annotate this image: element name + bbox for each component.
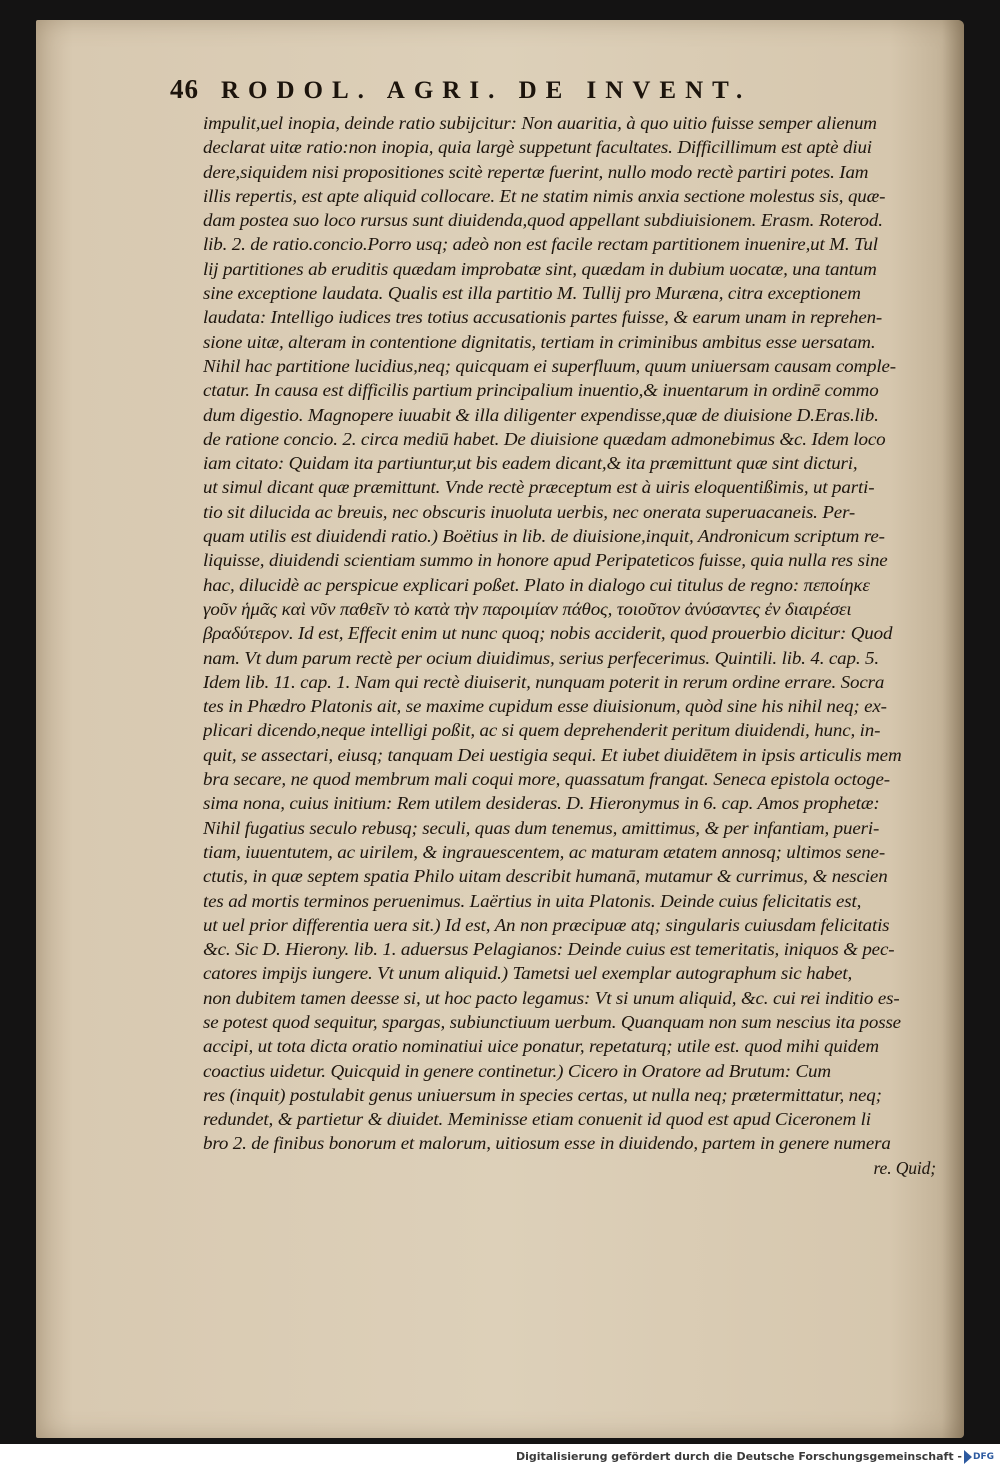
text-line: sine exceptione laudata. Qualis est illa partitio M. Tullij pro Muræna, citra exceptionem	[203, 283, 861, 304]
running-head: RODOL. AGRI. DE INVENT.	[221, 77, 752, 104]
text-line: tes in Phædro Platonis ait, se maxime cupidum esse diuisionum, quòd sine his nihil neq; ex-	[203, 696, 887, 717]
text-line: iam citato: Quidam ita partiuntur,ut bis eadem dicant,& ita præmittunt quæ sint dicturi,	[203, 453, 858, 474]
page-number: 46	[170, 74, 199, 104]
text-line: ctatur. In causa est difficilis partium principalium inuentio,& inuentarum in ordinē commo	[203, 380, 879, 401]
text-line: Idem lib. 11. cap. 1. Nam qui rectè diuiserit, nunquam poterit in rerum ordine errare. Socra	[203, 671, 885, 692]
text-line: coactius uidetur. Quicquid in genere continetur.) Cicero in Oratore ad Brutum: Cum	[203, 1060, 831, 1081]
text-line: sione uitæ, alteram in contentione dignitatis, tertiam in criminibus ambitus esse uersatam.	[203, 331, 876, 352]
text-line: ut simul dicant quæ præmittunt. Vnde rectè præceptum est à uiris eloquentißimis, ut parti-	[203, 477, 875, 498]
text-line: sima nona, cuius initium: Rem utilem desideras. D. Hieronymus in 6. cap. Amos prophetæ:	[203, 793, 880, 814]
text-line: tiam, iuuentutem, ac uirilem, & ingrauescentem, ac maturam ætatem annosq; ultimos sene-	[203, 841, 886, 862]
text-line: bro 2. de finibus bonorum et malorum, uitiosum esse in diuidendo, partem in genere numera	[203, 1133, 891, 1154]
text-line: quit, se assectari, eiusq; tanquam Dei uestigia sequi. Et iubet diuidētem in ipsis articulis mem	[203, 744, 902, 765]
text-line: non dubitem tamen deesse si, ut hoc pacto legamus: Vt si unum aliquid, &c. cui rei inditio es-	[203, 987, 900, 1008]
text-line: βραδύτερον. Id est, Effecit enim ut nunc quoq; nobis acciderit, quod prouerbio dicitur: Quod	[203, 623, 893, 644]
dfg-logo-icon	[964, 1449, 994, 1465]
text-line: dere,siquidem nisi propositiones scitè repertæ fuerint, nullo modo rectè partiri potes. Iam	[203, 161, 869, 182]
text-line: dum digestio. Magnopere iuuabit & illa diligenter expendisse,quæ de diuisione D.Eras.lib.	[203, 404, 879, 425]
text-line: lib. 2. de ratio.concio.Porro usq; adeò non est facile rectam partitionem inuenire,ut M. Tul	[203, 234, 878, 255]
text-line: ut uel prior differentia uera sit.) Id est, An non præcipuæ atq; singularis cuiusdam felicitatis	[203, 914, 890, 935]
text-line: ctutis, in quæ septem spatia Philo uitam describit humanā, mutamur & currimus, & nescien	[203, 866, 888, 887]
text-line: redundet, & partietur & diuidet. Meminisse etiam conuenit id quod est apud Ciceronem li	[203, 1109, 871, 1130]
text-line: dam postea suo loco rursus sunt diuidenda,quod appellant subdiuisionem. Erasm. Roterod.	[203, 210, 883, 231]
text-line: accipi, ut tota dicta oratio nominatiui uice ponatur, repetaturq; utile est. quod mihi quidem	[203, 1036, 879, 1057]
text-line: lij partitiones ab eruditis quædam improbatæ sint, quædam in dubium uocatæ, una tantum	[203, 258, 877, 279]
text-line: quam utilis est diuidendi ratio.) Boëtius in lib. de diuisione,inquit, Andronicum scriptum re-	[203, 526, 885, 547]
text-line: plicari dicendo,neque intelligi poßit, ac si quem deprehenderit peritum diuidendi, hunc, in-	[203, 720, 881, 741]
page-header	[170, 74, 751, 108]
text-line: declarat uitæ ratio:non inopia, quia largè suppetunt facultates. Difficillimum est aptè diui	[203, 137, 872, 158]
body-text	[203, 111, 948, 1180]
text-line: de ratione concio. 2. circa mediū habet. De diuisione quædam admonebimus &c. Idem loco	[203, 428, 886, 449]
text-line: laudata: Intelligo iudices tres totius accusationis partes fuisse, & earum unam in reprehen-	[203, 307, 883, 328]
text-line: &c. Sic D. Hierony. lib. 1. aduersus Pelagianos: Deinde cuius est temeritatis, iniquos & pec-	[203, 939, 895, 960]
text-line: se potest quod sequitur, spargas, subiunctiuum uerbum. Quanquam non sum nescius ita posse	[203, 1011, 901, 1032]
text-line: Nihil fugatius seculo rebusq; seculi, quas dum tenemus, amittimus, & per infantiam, pueri-	[203, 817, 880, 838]
text-line: res (inquit) postulabit genus uniuersum in species certas, ut nulla neq; prætermittatur, neq;	[203, 1084, 882, 1105]
footer-bar	[0, 1444, 1000, 1472]
text-line: catores impijs iungere. Vt unum aliquid.) Tametsi uel exemplar autographum sic habet,	[203, 963, 853, 984]
text-line: Nihil hac partitione lucidius,neq; quicquam ei superfluum, quum uniuersam causam comple-	[203, 355, 896, 376]
text-line: liquisse, diuidendi scientiam summo in honore apud Peripateticos fuisse, quia nulla res sine	[203, 550, 888, 571]
text-line: bra secare, ne quod membrum mali coqui more, quassatum frangat. Seneca epistola octoge-	[203, 769, 890, 790]
text-line: impulit,uel inopia, deinde ratio subijcitur: Non auaritia, à quo uitio fuisse semper alienum	[203, 113, 877, 133]
dfg-mark-icon	[964, 1450, 972, 1464]
footer-credit: Digitalisierung gefördert durch die Deutsche Forschungsgemeinschaft -	[515, 1450, 962, 1463]
text-line: re. Quid;	[873, 1157, 936, 1178]
text-line: nam. Vt dum parum rectè per ocium diuidimus, serius perfecerimus. Quintili. lib. 4. cap. 5.	[203, 647, 879, 668]
text-line: γοῦν ἡμᾶς καὶ νῦν παθεῖν τὸ κατὰ τὴν παροιμίαν πάθος, τοιοῦτον ἀνύσαντες ἐν διαιρέσει	[203, 598, 852, 619]
text-line: hac, dilucidè ac perspicue explicari poßet. Plato in dialogo cui titulus de regno: πεποίηκε	[203, 574, 870, 595]
dfg-logo-word: DFG	[972, 1452, 994, 1462]
text-line: illis repertis, est apte aliquid collocare. Et ne statim nimis anxia sectione molestus sis, quæ-	[203, 185, 886, 206]
text-line: tes ad mortis terminos peruenimus. Laërtius in uita Platonis. Deinde cuius felicitatis est,	[203, 890, 862, 911]
text-line: tio sit dilucida ac breuis, nec obscuris inuoluta uerbis, nec onerata superuacaneis. Per-	[203, 501, 856, 522]
